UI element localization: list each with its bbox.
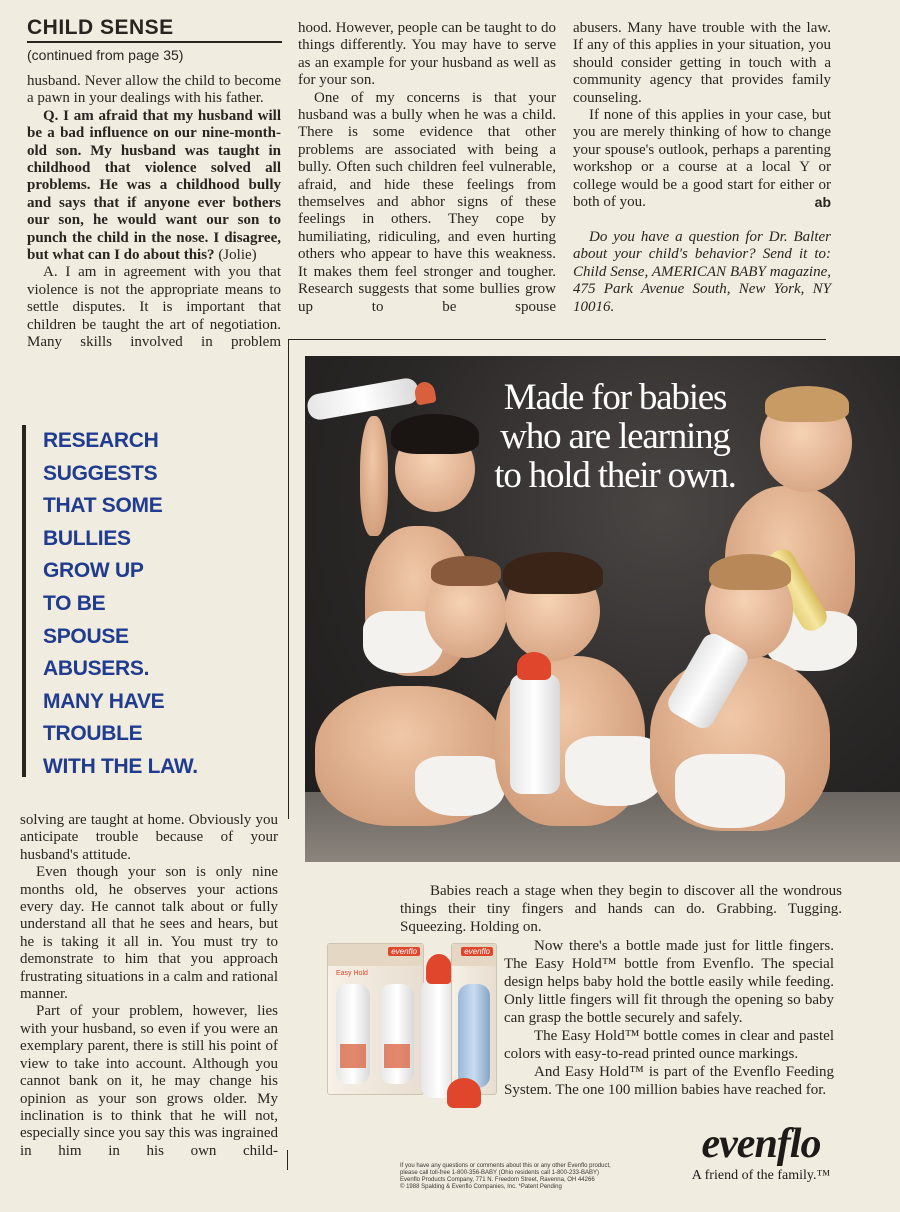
ad-body-intro <box>400 882 842 936</box>
paragraph: solving are taught at home. Obviously you anticipate trouble because of your husband's attitude. <box>20 812 278 863</box>
ad-paragraph: Babies reach a stage when they begin to discover all the wondrous things their tiny fingers and hands can do. Grabbing. Tugging. Squeezing. Holding on. <box>400 883 842 935</box>
paragraph-text: If none of this applies in your case, but you are merely thinking of how to change your spouse's outlook, perhaps a parenting workshop or a course at a local Y or college would be a good start for either or both of you. <box>573 107 831 211</box>
pull-quote <box>22 425 272 777</box>
column-1-bottom <box>20 812 278 1160</box>
question-paragraph <box>27 108 281 265</box>
diaper <box>415 756 505 816</box>
bottle-nipple <box>426 954 452 984</box>
pull-quote-line: ABUSERS. <box>43 657 150 681</box>
baby-arm <box>360 416 388 536</box>
ad-paragraph: Now there's a bottle made just for little fingers. The Easy Hold™ bottle from Evenflo. The special design helps baby hold the bottle easily while feeding. Only little fingers will fit through the opening so baby can grasp the bottle securely and safely. <box>504 938 834 1026</box>
answer-paragraph: A. I am in agreement with you that violence is not the appropriate means to settle disputes. It is important that children be taught the art of negotiation. Many skills involved in problem <box>27 264 281 351</box>
baby-hair <box>709 554 791 590</box>
headline-line: who are learning <box>500 416 730 457</box>
fine-print <box>400 1163 680 1191</box>
question-text: Q. I am afraid that my husband will be a bad influence on our nine-month-old son. My husband was taught in childhood that violence solved all problems. He was a childhood bully and says that if anyone ever bothers our son, he would want our son to punch the child in the nose. I disagree, but what can I do about this? <box>27 107 281 264</box>
box-brand: evenflo <box>388 947 420 956</box>
ad-paragraph-text: And Easy Hold™ is part of the Evenflo Feeding System. The one 100 million babies have reached for. <box>504 1064 834 1098</box>
bottle-nipple <box>447 1078 481 1108</box>
box-product-name: Easy Hold <box>336 970 368 977</box>
fine-print-line: Evenflo Products Company, 771 N. Freedom Street, Ravenna, OH 44266 <box>400 1177 595 1183</box>
headline-line: Made for babies <box>503 377 727 418</box>
bottle <box>336 984 370 1084</box>
baby-hair <box>503 552 603 594</box>
header-rule <box>27 41 282 43</box>
section-title: CHILD SENSE <box>27 16 174 39</box>
ad-headline <box>480 378 750 495</box>
baby-hair <box>765 386 849 422</box>
section-header <box>27 16 282 63</box>
bottle-nipple <box>413 380 437 405</box>
paragraph: hood. However, people can be taught to do things differently. You may have to serve as an example for your husband as well as for your son. <box>298 20 556 89</box>
pull-quote-line: THAT SOME <box>43 494 163 518</box>
product-box <box>327 943 424 1095</box>
bottle <box>380 984 414 1084</box>
box-label-stripe <box>384 1044 410 1068</box>
column-1-top <box>27 73 281 352</box>
fine-print-line: If you have any questions or comments about this or any other Evenflo product, <box>400 1163 611 1169</box>
diaper <box>675 754 785 828</box>
product-image <box>327 938 497 1113</box>
ad-paragraph <box>504 1063 834 1099</box>
logo-wordmark: evenflo <box>701 1121 821 1167</box>
pull-quote-line: BULLIES <box>43 526 131 550</box>
pull-quote-line: WITH THE LAW. <box>43 754 198 778</box>
pull-quote-line: TROUBLE <box>43 722 143 746</box>
pull-quote-line: TO BE <box>43 591 106 615</box>
bottle-nipple <box>517 652 551 680</box>
fine-print-line: please call toll-free 1-800-356-BABY (Ohio residents call 1-800-233-BABY) <box>400 1170 599 1176</box>
pull-quote-line: RESEARCH <box>43 429 159 452</box>
signoff-initials: ab <box>814 194 831 211</box>
question-invite: Do you have a question for Dr. Balter about your child's behavior? Send it to: Child Sense, AMERICAN BABY magazine, 475 Park Avenue South, New York, NY 10016. <box>573 228 831 315</box>
baby-hair <box>391 414 479 454</box>
baby-hair <box>431 556 501 586</box>
headline-line: to hold their own. <box>494 455 736 496</box>
pull-quote-line: MANY HAVE <box>43 689 165 713</box>
ad-body-main <box>504 937 834 1099</box>
paragraph: Even though your son is only nine months old, he observes your actions every day. He cannot talk about or fully understand all that he sees and hears, but he is taking it all in. You must try to demonstrate to him that you approach frustrating situations in a calm and rational manner. <box>20 864 278 1003</box>
box-brand: evenflo <box>461 947 493 956</box>
column-rule <box>287 1150 288 1170</box>
column-2 <box>298 20 556 316</box>
fine-print-line: © 1988 Spalding & Evenflo Companies, Inc. *Patent Pending <box>400 1184 562 1190</box>
ad-paragraph: The Easy Hold™ bottle comes in clear and pastel colors with easy-to-read printed ounce markings. <box>504 1028 834 1062</box>
paragraph: husband. Never allow the child to become a pawn in your dealings with his father. <box>27 73 281 107</box>
ad-frame-left <box>288 339 289 819</box>
continued-note: (continued from page 35) <box>27 47 184 63</box>
pull-quote-line: SPOUSE <box>43 624 129 648</box>
ad-frame-top <box>288 339 826 340</box>
column-3 <box>573 20 831 316</box>
paragraph: One of my concerns is that your husband was a bully when he was a child. There is some evidence that other problems are associated with being a bully. Often such children feel vulnerable, afraid, and hide these feelings from themselves and abhor signs of these feelings in others. They cope by humiliating, ridiculing, and even hurting others who appear to have this weakness. It makes them feel stronger and tougher. Research suggests that some bullies grow up to be spouse <box>298 89 556 315</box>
logo-tagline: A friend of the family.™ <box>691 1168 831 1183</box>
ad-photo <box>305 356 900 862</box>
evenflo-logo <box>686 1122 836 1184</box>
bottle <box>458 984 490 1088</box>
product-box <box>451 943 497 1095</box>
paragraph: abusers. Many have trouble with the law. If any of this applies in your situation, you should consider getting in touch with a community agency that provides family counseling. <box>573 20 831 106</box>
bottle <box>510 674 560 794</box>
pull-quote-line: SUGGESTS <box>43 461 158 485</box>
question-author: (Jolie) <box>214 247 257 264</box>
box-label-stripe <box>340 1044 366 1068</box>
paragraph: Part of your problem, however, lies with your husband, so even if you were an exemplary parent, there is still his point of view to take into account. Although you cannot bank on it, he may change his opinion as your son grows older. My inclination is to think that he will not, especially since you say this was ingrained in him in his own child- <box>20 1003 278 1159</box>
pull-quote-line: GROW UP <box>43 559 144 583</box>
bottle <box>306 376 421 421</box>
